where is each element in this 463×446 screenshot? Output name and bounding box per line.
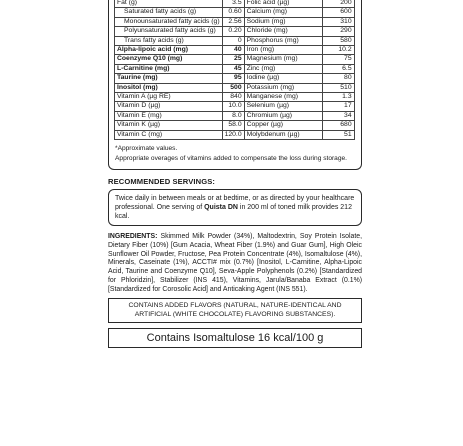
nutrient-value: 0.20 — [222, 27, 244, 36]
servings-box — [108, 189, 362, 226]
nutrient-value: 51 — [322, 130, 354, 139]
nutrient-value: 290 — [322, 27, 354, 36]
nutrient-label: Molybdenum (µg) — [244, 130, 322, 139]
nutrient-label: Vitamin C (mg) — [115, 130, 223, 139]
nutrient-value: 0.60 — [222, 8, 244, 17]
nutrient-label: Iron (mg) — [244, 46, 322, 55]
nutrient-value: 120.0 — [222, 130, 244, 139]
nutrient-value: 75 — [322, 55, 354, 64]
nutrient-value: 840 — [222, 93, 244, 102]
nutrient-label: Folic acid (µg) — [244, 0, 322, 8]
nutrient-label: Vitamin A (µg RE) — [115, 93, 223, 102]
nutrient-label: Magnesium (mg) — [244, 55, 322, 64]
nutrient-value: 25 — [222, 55, 244, 64]
nutrient-value: 40 — [222, 46, 244, 55]
flavors-box: CONTAINS ADDED FLAVORS (NATURAL, NATURE-IDENTICAL AND ARTIFICIAL (WHITE CHOCOLATE) FLAVORING SUBSTANCES). — [108, 298, 362, 323]
nutrient-value: 500 — [222, 83, 244, 92]
nutrition-row — [115, 55, 355, 64]
nutrient-value: 680 — [322, 121, 354, 130]
nutrition-row — [115, 8, 355, 17]
nutrient-value: 58.0 — [222, 121, 244, 130]
nutrient-label: Monounsaturated fatty acids (g) — [115, 17, 223, 26]
nutrient-label: Alpha-lipoic acid (mg) — [115, 46, 223, 55]
servings-heading: RECOMMENDED SERVINGS: — [108, 177, 216, 187]
nutrient-label: Polyunsaturated fatty acids (g) — [115, 27, 223, 36]
nutrition-row — [115, 0, 355, 8]
servings-text-1: Twice daily in between meals or at bedtime, or as directed by your healthcare professional. One serving of — [115, 195, 355, 212]
nutrient-label: Fat (g) — [115, 0, 223, 8]
nutrient-label: Calcium (mg) — [244, 8, 322, 17]
ingredients-heading: INGREDIENTS: — [108, 233, 158, 241]
overages-note: Appropriate overages of vitamins added to compensate the loss during storage. — [115, 154, 348, 162]
nutrient-value: 34 — [322, 111, 354, 120]
nutrition-row — [115, 83, 355, 92]
nutrition-row — [115, 102, 355, 111]
nutrient-label: Zinc (mg) — [244, 64, 322, 73]
nutrient-value: 310 — [322, 17, 354, 26]
nutrient-value: 600 — [322, 8, 354, 17]
ingredients-block — [108, 233, 362, 294]
nutrition-row — [115, 130, 355, 139]
nutrient-value: 8.0 — [222, 111, 244, 120]
nutrient-label: Potassium (mg) — [244, 83, 322, 92]
nutrient-value: 200 — [322, 0, 354, 8]
nutrient-label: Taurine (mg) — [115, 74, 223, 83]
nutrient-label: Manganese (mg) — [244, 93, 322, 102]
nutrition-row — [115, 17, 355, 26]
nutrition-table — [114, 0, 355, 140]
nutrient-label: Trans fatty acids (g) — [115, 36, 223, 45]
servings-text-2: in 200 ml of toned milk provides 212 kcal. — [115, 204, 352, 221]
ingredients-text: Skimmed Milk Powder (34%), Maltodextrin, Soy Protein Isolate, Dietary Fiber (10%) [Gum Acacia, Wheat Fiber (1.9%) and Guar Gum], High Oleic Sunflower Oil Powder, Fructose, Pea Protein Concentrate (4%), Isomaltulose (4%), Minerals, Caseinate (1%), ACCTI# mix (0.7%) [Inositol, L-Carnitine, Alpha-Lipoic Acid, Taurine and Coenzyme Q10], Seva-Apple Polyphenols (0.2%) [Standardized for Phloridzin], Stabilizer (INS 415), Vitamins, Jarula/Banaba Extract (0.1%) [Standardized for Corosolic Acid] and Anticaking Agent (INS 551). — [108, 233, 362, 293]
nutrient-value: 2.56 — [222, 17, 244, 26]
nutrient-label: Copper (µg) — [244, 121, 322, 130]
nutrition-row — [115, 27, 355, 36]
nutrient-label: Chloride (mg) — [244, 27, 322, 36]
nutrient-value: 95 — [222, 74, 244, 83]
nutrition-row — [115, 64, 355, 73]
nutrient-label: Coenzyme Q10 (mg) — [115, 55, 223, 64]
nutrition-row — [115, 93, 355, 102]
nutrient-value: 10.0 — [222, 102, 244, 111]
nutrient-label: Sodium (mg) — [244, 17, 322, 26]
product-name: Quista DN — [204, 204, 238, 212]
isomaltulose-box: Contains Isomaltulose 16 kcal/100 g — [108, 328, 362, 348]
nutrient-label: Inositol (mg) — [115, 83, 223, 92]
nutrient-value: 1.3 — [322, 93, 354, 102]
approx-note: *Approximate values. — [115, 145, 178, 153]
nutrient-label: L-Carnitine (mg) — [115, 64, 223, 73]
nutrient-value: 10.2 — [322, 46, 354, 55]
nutrient-value: 580 — [322, 36, 354, 45]
nutrition-row — [115, 74, 355, 83]
nutrient-label: Vitamin E (mg) — [115, 111, 223, 120]
nutrition-panel — [108, 0, 362, 170]
nutrient-label: Vitamin K (µg) — [115, 121, 223, 130]
nutrient-value: 6.5 — [322, 64, 354, 73]
nutrient-value: 3.5 — [222, 0, 244, 8]
nutrient-label: Selenium (µg) — [244, 102, 322, 111]
nutrition-row — [115, 121, 355, 130]
nutrient-label: Vitamin D (µg) — [115, 102, 223, 111]
nutrient-label: Chromium (µg) — [244, 111, 322, 120]
nutrient-value: 510 — [322, 83, 354, 92]
nutrient-value: 45 — [222, 64, 244, 73]
product-label — [108, 0, 362, 348]
nutrition-row — [115, 111, 355, 120]
nutrient-value: 80 — [322, 74, 354, 83]
nutrient-value: 0 — [222, 36, 244, 45]
nutrient-label: Saturated fatty acids (g) — [115, 8, 223, 17]
nutrient-label: Iodine (µg) — [244, 74, 322, 83]
nutrient-value: 17 — [322, 102, 354, 111]
nutrition-row — [115, 46, 355, 55]
nutrient-label: Phosphorus (mg) — [244, 36, 322, 45]
nutrition-row — [115, 36, 355, 45]
